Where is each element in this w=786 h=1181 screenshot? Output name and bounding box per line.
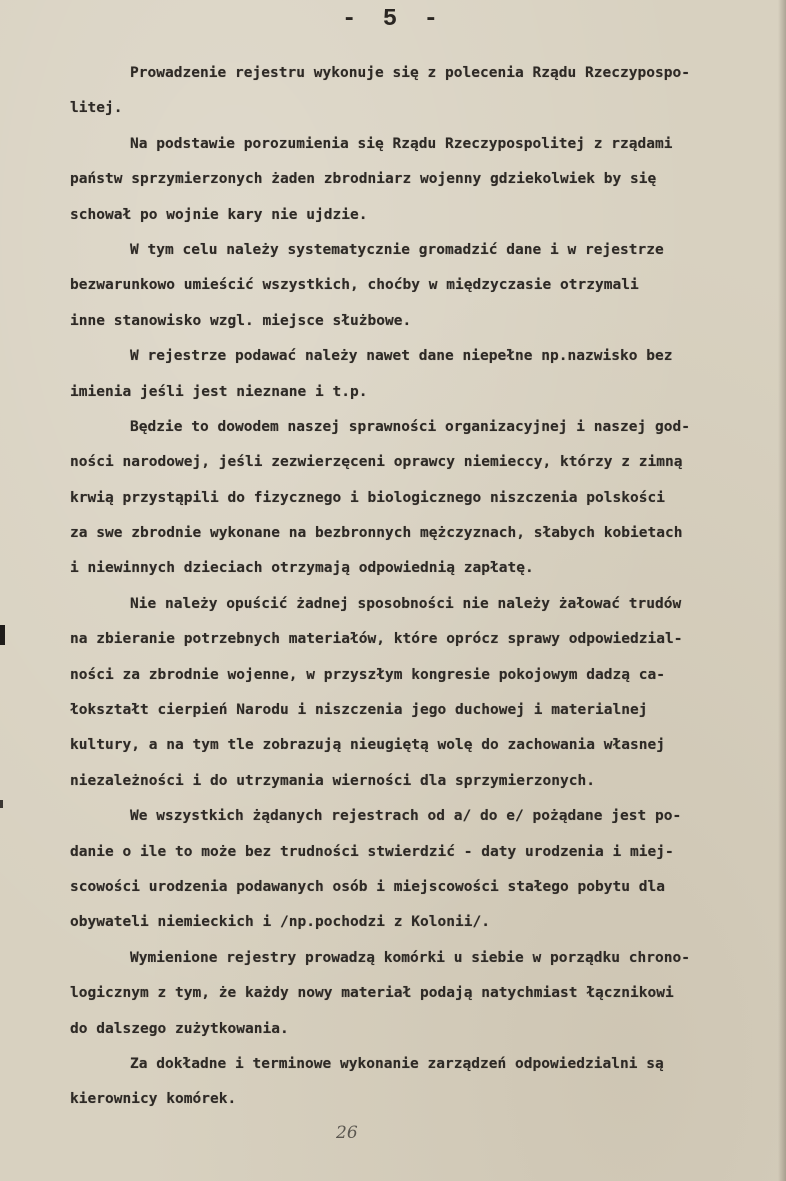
text-line: Nie należy opuścić żadnej sposobności nie należy żałować trudów <box>130 595 682 612</box>
text-line: logicznym z tym, że każdy nowy materiał podają natychmiast łącznikowi <box>70 985 674 1002</box>
page-number: - 5 - <box>341 6 444 33</box>
text-line: niezależności i do utrzymania wierności dla sprzymierzonych. <box>70 772 595 789</box>
text-line: inne stanowisko wzgl. miejsce służbowe. <box>70 312 412 329</box>
text-line: bezwarunkowo umieścić wszystkich, choćby w międzyczasie otrzymali <box>70 277 639 294</box>
text-line: do dalszego zużytkowania. <box>70 1020 289 1037</box>
page-edge-shadow <box>778 0 786 1181</box>
text-line: danie o ile to może bez trudności stwierdzić - daty urodzenia i miej- <box>70 843 674 860</box>
binding-mark <box>0 625 5 645</box>
text-line: państw sprzymierzonych żaden zbrodniarz wojenny gdziekolwiek by się <box>70 171 657 188</box>
text-line: imienia jeśli jest nieznane i t.p. <box>70 383 368 400</box>
text-line: Na podstawie porozumienia się Rządu Rzeczypospolitej z rządami <box>130 135 673 152</box>
text-line: Będzie to dowodem naszej sprawności organizacyjnej i naszej god- <box>130 418 690 435</box>
binding-mark-small <box>0 800 3 808</box>
text-line: Za dokładne i terminowe wykonanie zarządzeń odpowiedzialni są <box>130 1055 664 1072</box>
text-line: We wszystkich żądanych rejestrach od a/ do e/ pożądane jest po- <box>130 808 682 825</box>
text-line: Prowadzenie rejestru wykonuje się z polecenia Rządu Rzeczypospo- <box>130 65 690 81</box>
text-line: litej. <box>70 100 123 117</box>
text-line: schował po wojnie kary nie ujdzie. <box>70 206 368 223</box>
text-line: kierownicy komórek. <box>70 1091 237 1108</box>
text-line: W tym celu należy systematycznie gromadzić dane i w rejestrze <box>130 241 664 258</box>
text-line: W rejestrze podawać należy nawet dane niepełne np.nazwisko bez <box>130 348 673 365</box>
text-line: krwią przystąpili do fizycznego i biologicznego niszczenia polskości <box>70 489 665 506</box>
text-line: obywateli niemieckich i /np.pochodzi z Kolonii/. <box>70 914 490 931</box>
text-line: scowości urodzenia podawanych osób i miejscowości stałego pobytu dla <box>70 878 665 895</box>
text-line: łokształt cierpień Narodu i niszczenia jego duchowej i materialnej <box>70 702 648 719</box>
text-line: kultury, a na tym tle zobrazują nieugiętą wolę do zachowania własnej <box>70 737 665 754</box>
text-line: na zbieranie potrzebnych materiałów, które oprócz sprawy odpowiedzial- <box>70 631 683 648</box>
text-line: Wymienione rejestry prowadzą komórki u siebie w porządku chrono- <box>130 949 690 966</box>
text-line: i niewinnych dzieciach otrzymają odpowiednią zapłatę. <box>70 560 534 577</box>
handwritten-page-number: 26 <box>336 1123 358 1143</box>
text-line: za swe zbrodnie wykonane na bezbronnych mężczyznach, słabych kobietach <box>70 525 683 542</box>
text-line: ności narodowej, jeśli zezwierzęceni oprawcy niemieccy, którzy z zimną <box>70 454 683 471</box>
text-line: ności za zbrodnie wojenne, w przyszłym kongresie pokojowym dadzą ca- <box>70 666 665 683</box>
document-body <box>70 56 762 1118</box>
